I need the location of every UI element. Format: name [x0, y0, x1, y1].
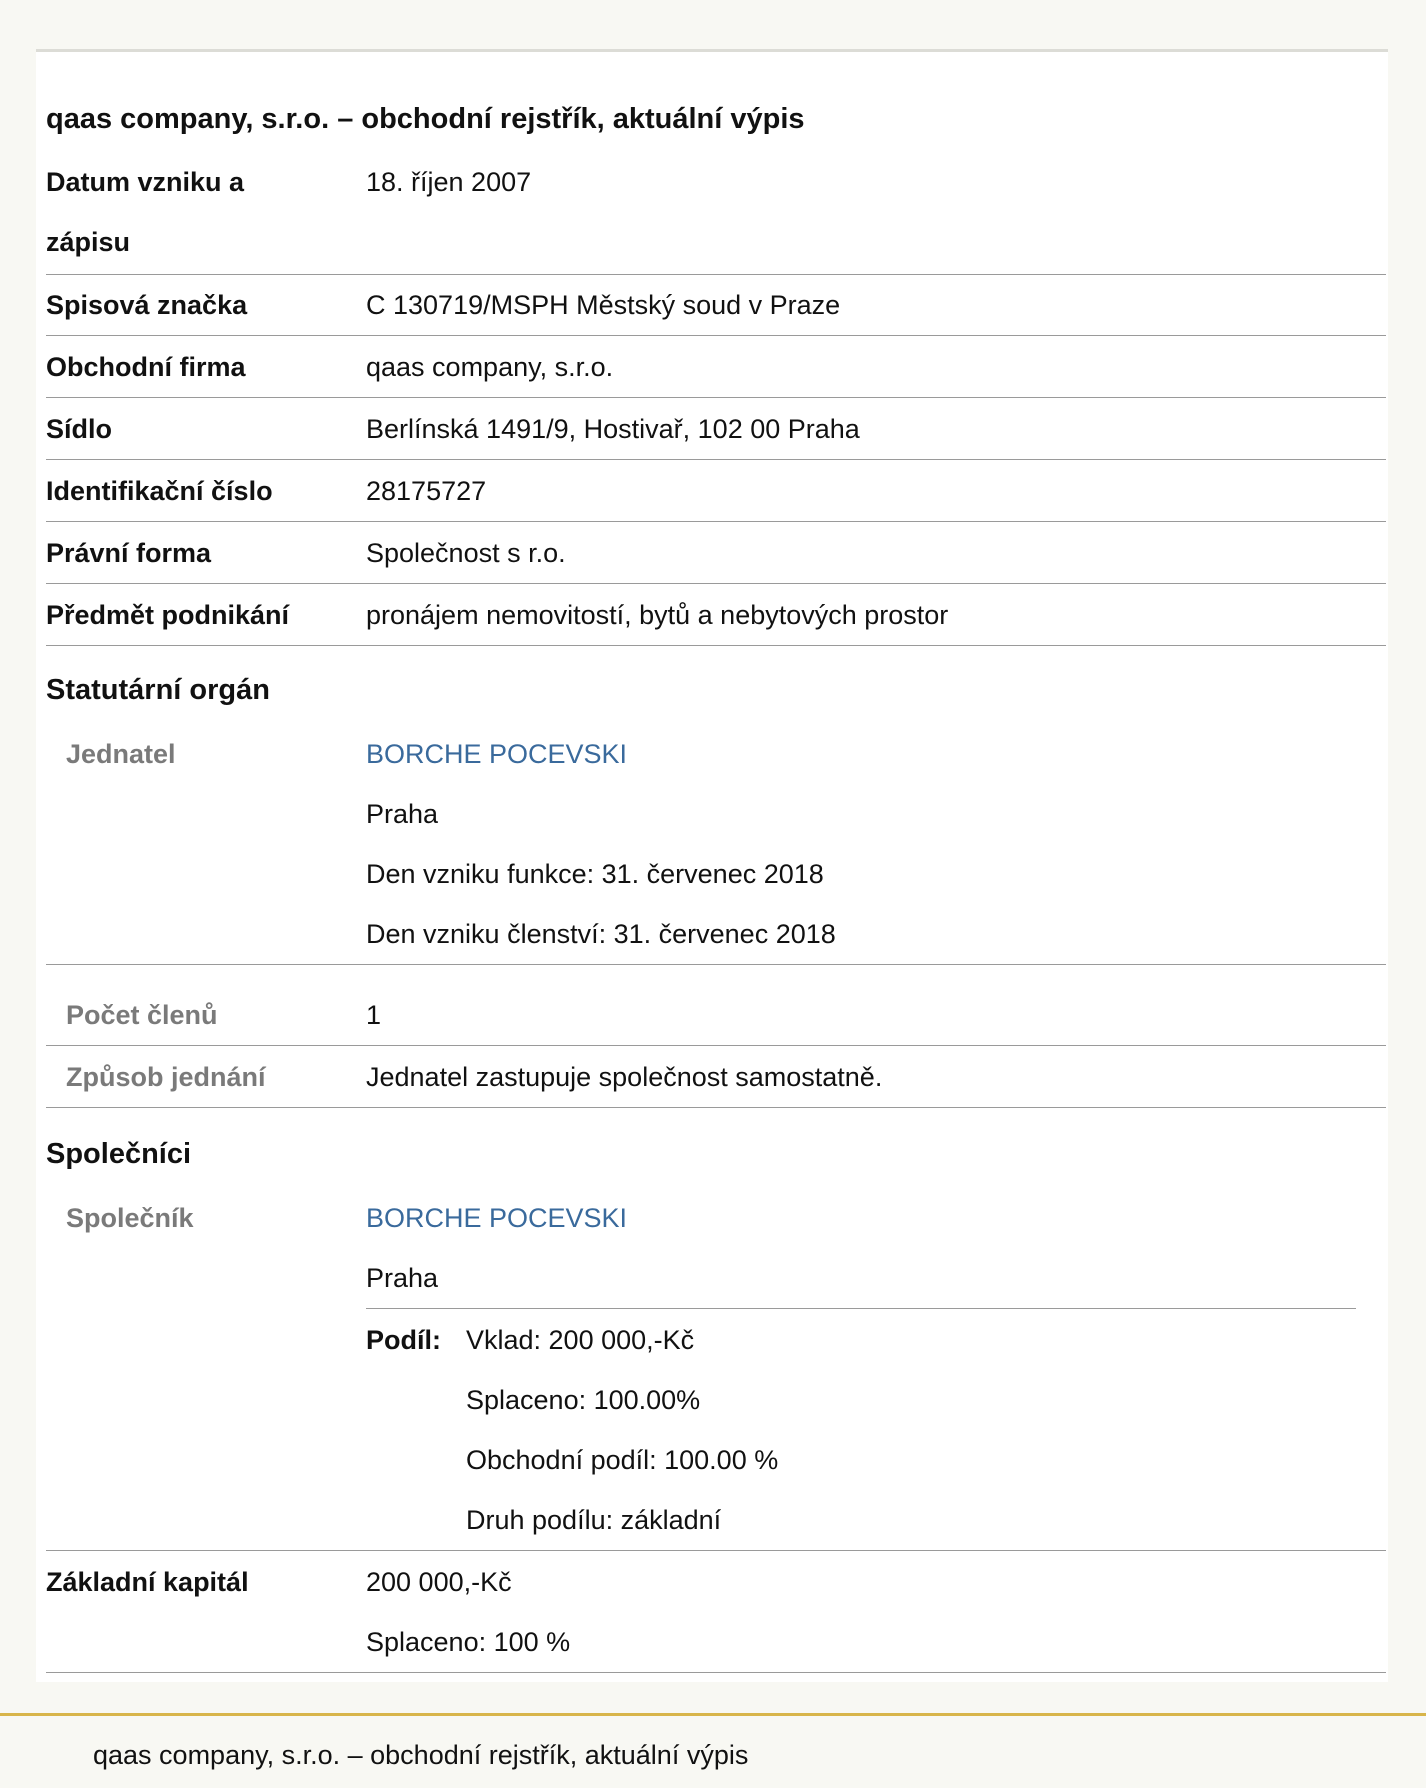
footer-divider [0, 1713, 1426, 1716]
label-firma: Obchodní firma [46, 352, 246, 382]
podil-obchodni: Obchodní podíl: 100.00 % [466, 1445, 779, 1475]
podil-values [466, 1310, 778, 1550]
row-sidlo [46, 399, 1386, 460]
spolecnik-city: Praha [366, 1263, 439, 1293]
row-jednatel [46, 724, 1386, 965]
label-forma: Právní forma [46, 538, 212, 568]
share-divider [366, 1308, 1356, 1309]
section-spolecnici: Společníci [46, 1138, 192, 1170]
label-zpusob: Způsob jednání [66, 1062, 266, 1092]
kapital-amount: 200 000,-Kč [366, 1567, 512, 1597]
footer-title: qaas company, s.r.o. – obchodní rejstřík, aktuální výpis [93, 1740, 749, 1770]
kapital-splaceno: Splaceno: 100 % [366, 1627, 571, 1657]
value-pocet: 1 [366, 1000, 382, 1030]
label-spolecnik: Společník [66, 1203, 194, 1233]
section-statutarni: Statutární orgán [46, 674, 270, 706]
label-datum: Datum vzniku a zápisu [46, 167, 245, 257]
row-zpusob [46, 1047, 1386, 1108]
podil-vklad: Vklad: 200 000,-Kč [466, 1325, 695, 1355]
label-jednatel: Jednatel [66, 739, 176, 769]
jednatel-clenstvi: Den vzniku členství: 31. červenec 2018 [366, 919, 836, 949]
label-spisova: Spisová značka [46, 290, 248, 320]
label-predmet: Předmět podnikání [46, 600, 290, 630]
label-pocet: Počet členů [66, 1000, 218, 1030]
label-ico: Identifikační číslo [46, 476, 273, 506]
spolecnik-name-link[interactable]: BORCHE POCEVSKI [366, 1203, 628, 1233]
row-spisova [46, 275, 1386, 336]
row-datum [46, 152, 1386, 275]
jednatel-name-link[interactable]: BORCHE POCEVSKI [366, 739, 628, 769]
row-predmet [46, 585, 1386, 646]
row-pocet [46, 985, 1386, 1046]
row-firma [46, 337, 1386, 398]
value-zpusob: Jednatel zastupuje společnost samostatně. [366, 1062, 883, 1092]
value-kapital [366, 1552, 570, 1672]
jednatel-city: Praha [366, 799, 439, 829]
value-forma: Společnost s r.o. [366, 538, 566, 568]
value-datum: 18. říjen 2007 [366, 167, 532, 197]
label-kapital: Základní kapitál [46, 1567, 249, 1597]
row-forma [46, 523, 1386, 584]
row-ico [46, 461, 1386, 522]
jednatel-funkce: Den vzniku funkce: 31. červenec 2018 [366, 859, 824, 889]
value-jednatel [366, 724, 836, 964]
value-spisova: C 130719/MSPH Městský soud v Praze [366, 290, 841, 320]
row-kapital [46, 1552, 1386, 1673]
value-firma: qaas company, s.r.o. [366, 352, 614, 382]
value-ico: 28175727 [366, 476, 487, 506]
page-title: qaas company, s.r.o. – obchodní rejstřík, aktuální výpis [46, 103, 805, 135]
podil-druh: Druh podílu: základní [466, 1505, 722, 1535]
value-sidlo: Berlínská 1491/9, Hostivař, 102 00 Praha [366, 414, 860, 444]
podil-splaceno: Splaceno: 100.00% [466, 1385, 701, 1415]
value-spolecnik [366, 1188, 627, 1308]
label-sidlo: Sídlo [46, 414, 112, 444]
value-predmet: pronájem nemovitostí, bytů a nebytových prostor [366, 600, 949, 630]
podil-label: Podíl: [366, 1325, 441, 1355]
